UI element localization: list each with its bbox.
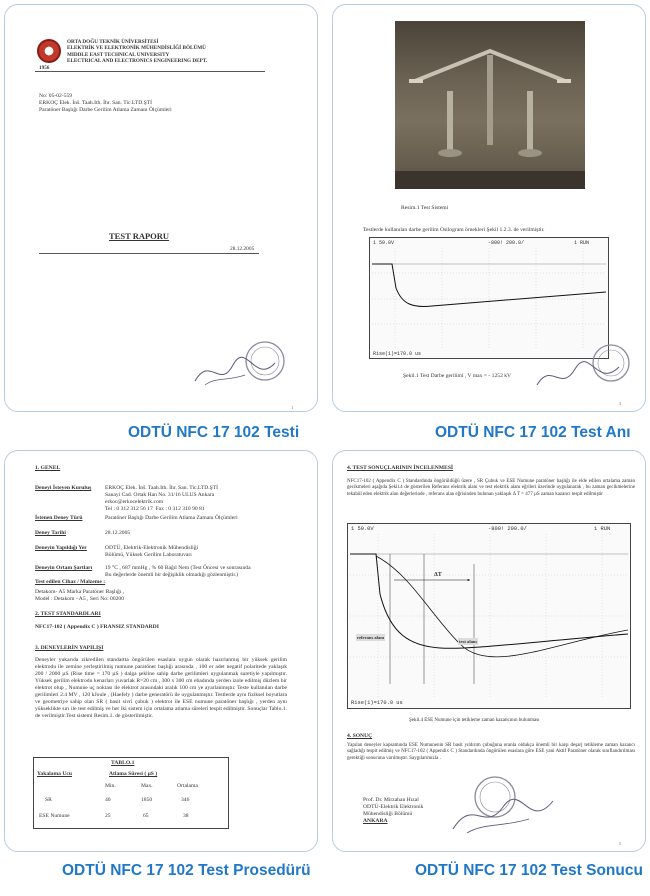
standard-line: NFC17-102 ( Appendix C ) FRANSIZ STANDARDI [35,624,159,630]
osc-footer: Rise(1)=170.0 us [351,700,403,706]
table-cell: 346 [181,797,190,803]
signer-line: ANKARA [363,818,388,824]
subject-line: Paratöner Başlığı Darbe Gerilim Atlama Zamanı Ölçümleri [39,107,172,113]
table-title: TABLO.1 [111,760,135,766]
signature-stamp-icon [433,771,573,841]
row-value: ODTÜ, Elektrik-Elektronik Mühendisliği Bölümü, Yüksek Gerilim Laboratuvarı [105,545,199,558]
osc-header-mid: -800! 200.0/ [488,240,525,246]
signer-line: Prof. Dr. Mirzahan Hızal [363,797,419,803]
osc-header-left: 1 50.0V [351,526,374,532]
page-number: 3 [619,401,622,406]
company-name: ERKOÇ Elek. İnš. Taah.Ith. İhr. San. Tic.LTD.ŞTİ [39,100,153,106]
device-label: Test edilen Cihaz / Malzeme : [35,579,106,585]
university-logo-icon [37,39,61,63]
row-value: ERKOÇ Elek. İnš. Taah.Ith. İhr. San. Tic.LTD.ŞTİ Sanayi Cad. Ortak Han No. 31/16 ULUS Ankara erkoc@erkocelektrik.com Tel : 0 312 312 56 17 Fax : 0 312 310 90 81 [105,485,219,512]
row-label: Deneyin Ortam Şartları [35,565,93,571]
page-number: 5 [619,841,622,846]
osc-footer: Rise(1)=170.0 us [373,351,422,357]
header-divider [35,71,265,72]
table-col-group: Atlama Süresi ( µS ) [109,771,158,777]
signer-line: ODTÜ-Elektrik Elektronik [363,804,424,810]
univ-line: ORTA DOĞU TEKNİK ÜNİVERSİTESİ [67,39,159,45]
oscillogram-note: Testlerde kullanılan darbe gerilim Osilogram örnekleri Şekil 1.2.3. de verilmiştir. [363,227,545,233]
osc-trace [350,534,628,698]
table-row-name: ESE Numune [39,813,70,819]
row-label: Deneyi İsteyen Kuruluş [35,485,92,491]
osc-header-right: 1 RUN [594,526,611,532]
univ-line: ELEKTRİK VE ELEKTRONİK MÜHENDİSLİĞİ BÖLÜMÜ [67,45,206,52]
univ-line: ELECTRICAL AND ELECTRONICS ENGINEERING DEPT. [67,58,208,65]
page-test-moment [332,4,646,412]
delta-t-label: ΔT [434,572,442,578]
title-divider [39,253,259,254]
reference-field-label: referans alanı [357,635,385,640]
table-cell: 40 [105,797,111,803]
signature-stamp-icon [185,335,295,395]
caption-test-procedure: ODTÜ NFC 17 102 Test Prosedürü [62,862,311,879]
osc-header-mid: -800! 200.0/ [488,526,527,532]
figure-caption: Şekil.4 ESE Numune için tetikleme zaman kazancının bulunması [409,718,540,723]
photo-caption: Resim.1 Test Sistemi [401,205,449,211]
table-col-label: Yakalama Ucu [37,771,72,777]
page-test-report-cover [4,4,318,412]
page-test-procedure [4,450,318,852]
table-sub: Min. [105,783,116,789]
row-value: Paratöner Başlığı Darbe Gerilim Atlama Zamanı Ölçümleri [105,515,238,521]
test-system-photo [395,21,585,189]
row-value: 19 °C , 687 mmHg , % 60 Bağıl Nem (Test Öncesi ve sonrasında Bu değerlerde önemli bir değişiklik olmadığı gözlenmiştir.) [105,565,251,578]
oscillogram-fig4 [347,523,631,709]
page-test-results [332,450,646,852]
device-line: Model : Detakom - A5 , Seri No: 00200 [35,596,125,602]
ref-number: No: 05-02-559 [39,93,73,99]
figure-caption: Şekil.1 Test Darbe gerilimi , V max = - 1252 kV [403,373,512,379]
caption-test: ODTÜ NFC 17 102 Testi [128,424,300,441]
section-procedure: 3. DENEYLERİN YAPILIŞI [35,645,104,651]
founded-year: 1956 [39,65,50,71]
section-results: 4. TEST SONUÇLARININ İNCELENMESİ [347,465,454,471]
univ-line: MIDDLE EAST TECHNICAL UNIVERSITY [67,51,170,58]
table-row-name: SR [45,797,52,803]
conclusion-body: Yapılan deneyler kapsamında ESE Numunenin SR basit yıldırım çubuğuna oranla oldukça önemli bir karşı deşarj tetikleme zaman kazancı sağladığı tespit edilmiş ve NFC17-102 ( Appendix C ) Standardında öngörülen esaslara göre ESE yani Aktif Paratöner olarak sınıflandırılması gerektiği sonucuna varılmıştır. Saygılarımızla . [347,743,635,761]
table-cell: 25 [105,813,111,819]
page-number: 1 [291,405,294,410]
section-general: 1. GENEL [35,465,61,471]
row-label: Deney Tarihi [35,530,66,536]
row-label: İstenen Deney Türü [35,515,83,521]
caption-test-result: ODTÜ NFC 17 102 Test Sonucu [415,862,643,879]
osc-trace [372,248,606,350]
signer-line: Mühendisliği Bölümü [363,811,413,817]
results-intro: NFC17-102 ( Appendix C ) Standardında öngörüldüğü üzere , SR Çubuk ve ESE Numune paratöner başlığı ile elde edilen ortalama zaman gecikmeleri aşağıda Şekil.4 de gösterilen Referans elektrik alanı ve test elektrik alanı eğrileri üzerinde uygulanarak , bu zaman gecikmelerine tekabül eden elektrik alan değerlerinde , referans alan eğrisinden bulunan yaklaşık Δ T = 477 µS zaman kazancı tespit edilmiştir [347,479,635,497]
table-sub: Ortalama [177,783,198,789]
osc-header-right: 1 RUN [574,240,590,246]
signature-stamp-icon [529,339,637,399]
signer-block [363,797,423,825]
row-value: 28.12.2005 [105,530,131,536]
osc-header-left: 1 50.0V [373,240,395,246]
report-date: 28.12.2005 [230,246,255,252]
section-standards: 2. TEST STANDARDLARI [35,611,101,617]
table-cell: 38 [183,813,189,819]
device-line: Detakom- A5 Marka Paratöner Başlığı , [35,589,125,595]
table-sub: Max. [141,783,153,789]
table-cell: 65 [143,813,149,819]
procedure-body: Deneyler yukarıda zikredilen standartta öngörülen esaslara uygun olarak hazırlanmış bir yüksek gerilim elektrodu ile zemine yerleştirilmiş numune paratöner başlığı arasında , 100 er adet negatif polaritede yaklaşık 200 / 2000 µS (Rise time = 170 µS ) dalga şekline sahip darbe gerilimleri uygulanmak suretiyle yapılmıştır. Yüksek gerilim elektrodu kenarları yuvarlak R=20 cm , 300 x 300 cm ebadında yerden izole edilmiş düzlem bir elektrot olup , Numune uç noktası ile elektrot arasındaki aralık 100 cm ye ayarlanmıştır. Teste kullanılan darbe gerilimleri 2.4 MV , 120 kJoule , (Haefely ) darbe generatörü ile uygulanmıştır. Testlerde aynı fiziksel boyutlara ve geometriye sahip olan SR ( basit sivri çubuk ) elektrot ile ESE numune paratöner başlığı , yerden aynı yükseklikte sırı ile test edilmiş ve her iki sistem için ortalama atlama süreleri tespit edilmiştir. Sonuçlar Tablo.1. de verilmiştir.Test sistemi Resim.1. de gösterilmiştir. [35,657,287,719]
caption-test-moment: ODTÜ NFC 17 102 Test Anı [435,424,631,441]
table-cell: 1850 [141,797,153,803]
row-label: Deneyin Yapıldığı Yer [35,545,87,551]
test-field-label: test alanı [459,639,477,644]
electrode-icon [395,21,585,189]
report-title: TEST RAPORU [109,231,170,241]
section-conclusion: 4. SONUÇ [347,733,373,739]
university-header [67,39,207,65]
